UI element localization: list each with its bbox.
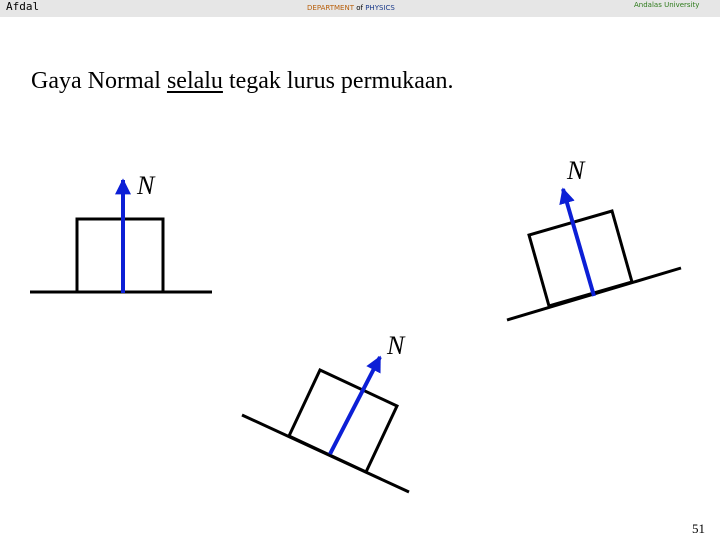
author-name: Afdal	[6, 0, 40, 13]
department-name: PHYSICS	[365, 4, 395, 12]
incline-left-normal-arrow	[330, 357, 380, 454]
flat-block	[77, 219, 163, 292]
incline-right-diagram	[507, 189, 681, 320]
normal-force-label-flat: N	[137, 171, 155, 200]
page-number: 51	[692, 521, 705, 536]
incline-right-block	[529, 211, 632, 306]
department-prefix: DEPARTMENT	[307, 4, 354, 12]
incline-right-normal-arrow	[563, 189, 594, 296]
normal-force-label-incline-right: N	[567, 156, 585, 185]
normal-force-label-incline-left: N	[387, 331, 405, 360]
department-of: of	[356, 4, 363, 12]
incline-left-diagram	[242, 357, 409, 492]
statement-emphasis: selalu	[166, 68, 223, 94]
incline-left-block	[289, 370, 397, 472]
university-name: Andalas University	[634, 1, 700, 9]
flat-surface-diagram	[30, 180, 212, 293]
statement-part-1: Gaya Normal	[31, 68, 167, 94]
statement-part-2: tegak lurus permukaan.	[222, 68, 454, 94]
